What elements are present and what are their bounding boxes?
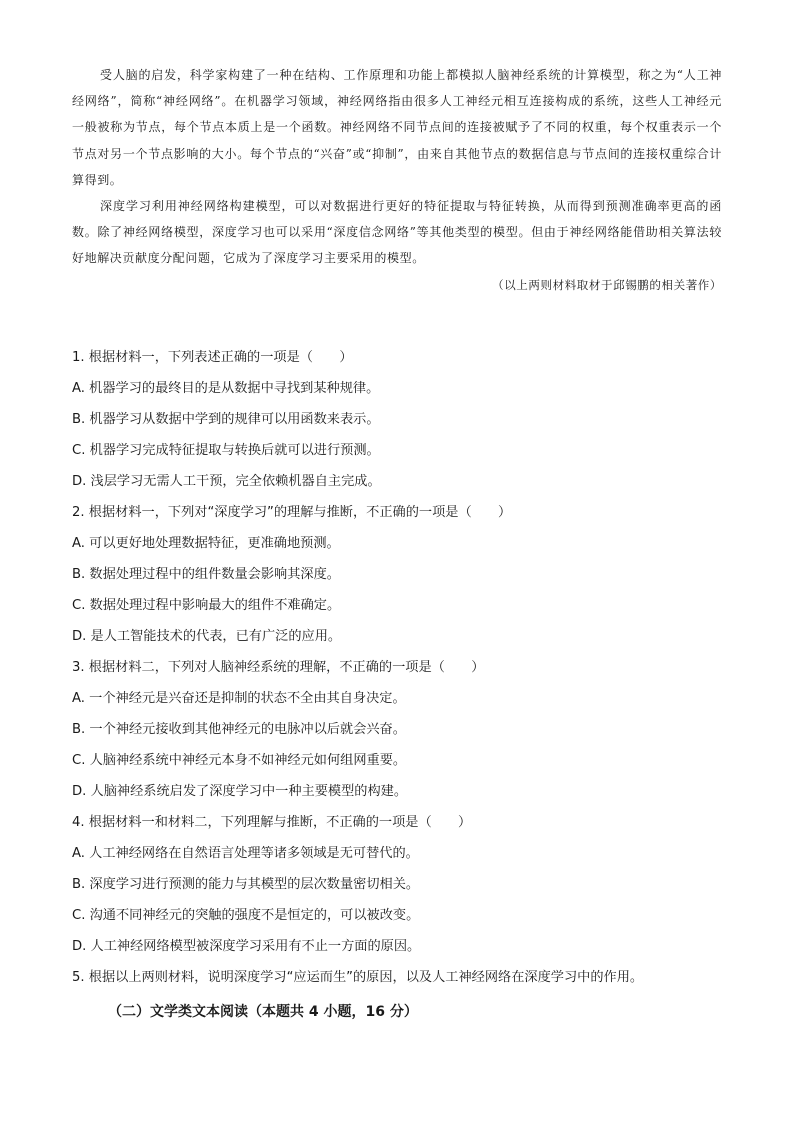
question-2: 2. 根据材料一，下列对“深度学习”的理解与推断，不正确的一项是（ ）	[72, 505, 512, 520]
passage-paragraph-1: 受人脑的启发，科学家构建了一种在结构、工作原理和功能上都模拟人脑神经系统的计算模型，称之为“人工神经网络”，简称“神经网络”。在机器学习领域，神经网络指由很多人工神经元相互连接构成的系统，这些人工神经元一般被称为节点，每个节点本质上是一个函数。神经网络不同节点间的连接被赋予了不同的权重，每个权重表示一个节点对另一个节点影响的大小。每个节点的“兴奋”或“抑制”，由来自其他节点的数据信息与节点间的连接权重综合计算得到。	[72, 68, 722, 187]
question-3-option-c: C. 人脑神经系统中神经元本身不如神经元如何组网重要。	[72, 753, 407, 768]
question-1-option-b: B. 机器学习从数据中学到的规律可以用函数来表示。	[72, 412, 380, 427]
question-4: 4. 根据材料一和材料二，下列理解与推断，不正确的一项是（ ）	[72, 815, 472, 830]
question-3-option-b: B. 一个神经元接收到其他神经元的电脉冲以后就会兴奋。	[72, 722, 406, 737]
question-1: 1. 根据材料一，下列表述正确的一项是（ ）	[72, 350, 353, 365]
question-1-option-d: D. 浅层学习无需人工干预，完全依赖机器自主完成。	[72, 474, 381, 489]
question-1-option-a: A. 机器学习的最终目的是从数据中寻找到某种规律。	[72, 381, 380, 396]
question-4-option-c: C. 沟通不同神经元的突触的强度不是恒定的，可以被改变。	[72, 908, 420, 923]
question-2-option-b: B. 数据处理过程中的组件数量会影响其深度。	[72, 567, 340, 582]
reading-passage	[72, 62, 722, 298]
passage-paragraph-2: 深度学习利用神经网络构建模型，可以对数据进行更好的特征提取与特征转换，从而得到预测准确率更高的函数。除了神经网络模型，深度学习也可以采用“深度信念网络”等其他类型的模型。但由于神经网络能借助相关算法较好地解决贡献度分配问题，它成为了深度学习主要采用的模型。	[72, 199, 722, 266]
question-list	[72, 342, 722, 993]
section-heading: （二）文学类文本阅读（本题共 4 小题，16 分）	[108, 1004, 418, 1020]
question-2-option-c: C. 数据处理过程中影响最大的组件不难确定。	[72, 598, 341, 613]
question-4-option-a: A. 人工神经网络在自然语言处理等诸多领域是无可替代的。	[72, 846, 419, 861]
question-3-option-a: A. 一个神经元是兴奋还是抑制的状态不全由其自身决定。	[72, 691, 406, 706]
question-5: 5. 根据以上两则材料，说明深度学习“应运而生”的原因，以及人工神经网络在深度学习中的作用。	[72, 970, 644, 985]
question-4-option-d: D. 人工神经网络模型被深度学习采用有不止一方面的原因。	[72, 939, 421, 954]
question-3: 3. 根据材料二，下列对人脑神经系统的理解，不正确的一项是（ ）	[72, 660, 485, 675]
passage-source: （以上两则材料取材于邱锡鹏的相关著作）	[492, 277, 722, 292]
question-4-option-b: B. 深度学习进行预测的能力与其模型的层次数量密切相关。	[72, 877, 420, 892]
question-3-option-d: D. 人脑神经系统启发了深度学习中一种主要模型的构建。	[72, 784, 408, 799]
question-1-option-c: C. 机器学习完成特征提取与转换后就可以进行预测。	[72, 443, 380, 458]
question-2-option-d: D. 是人工智能技术的代表，已有广泛的应用。	[72, 629, 342, 644]
question-2-option-a: A. 可以更好地处理数据特征，更准确地预测。	[72, 536, 340, 551]
